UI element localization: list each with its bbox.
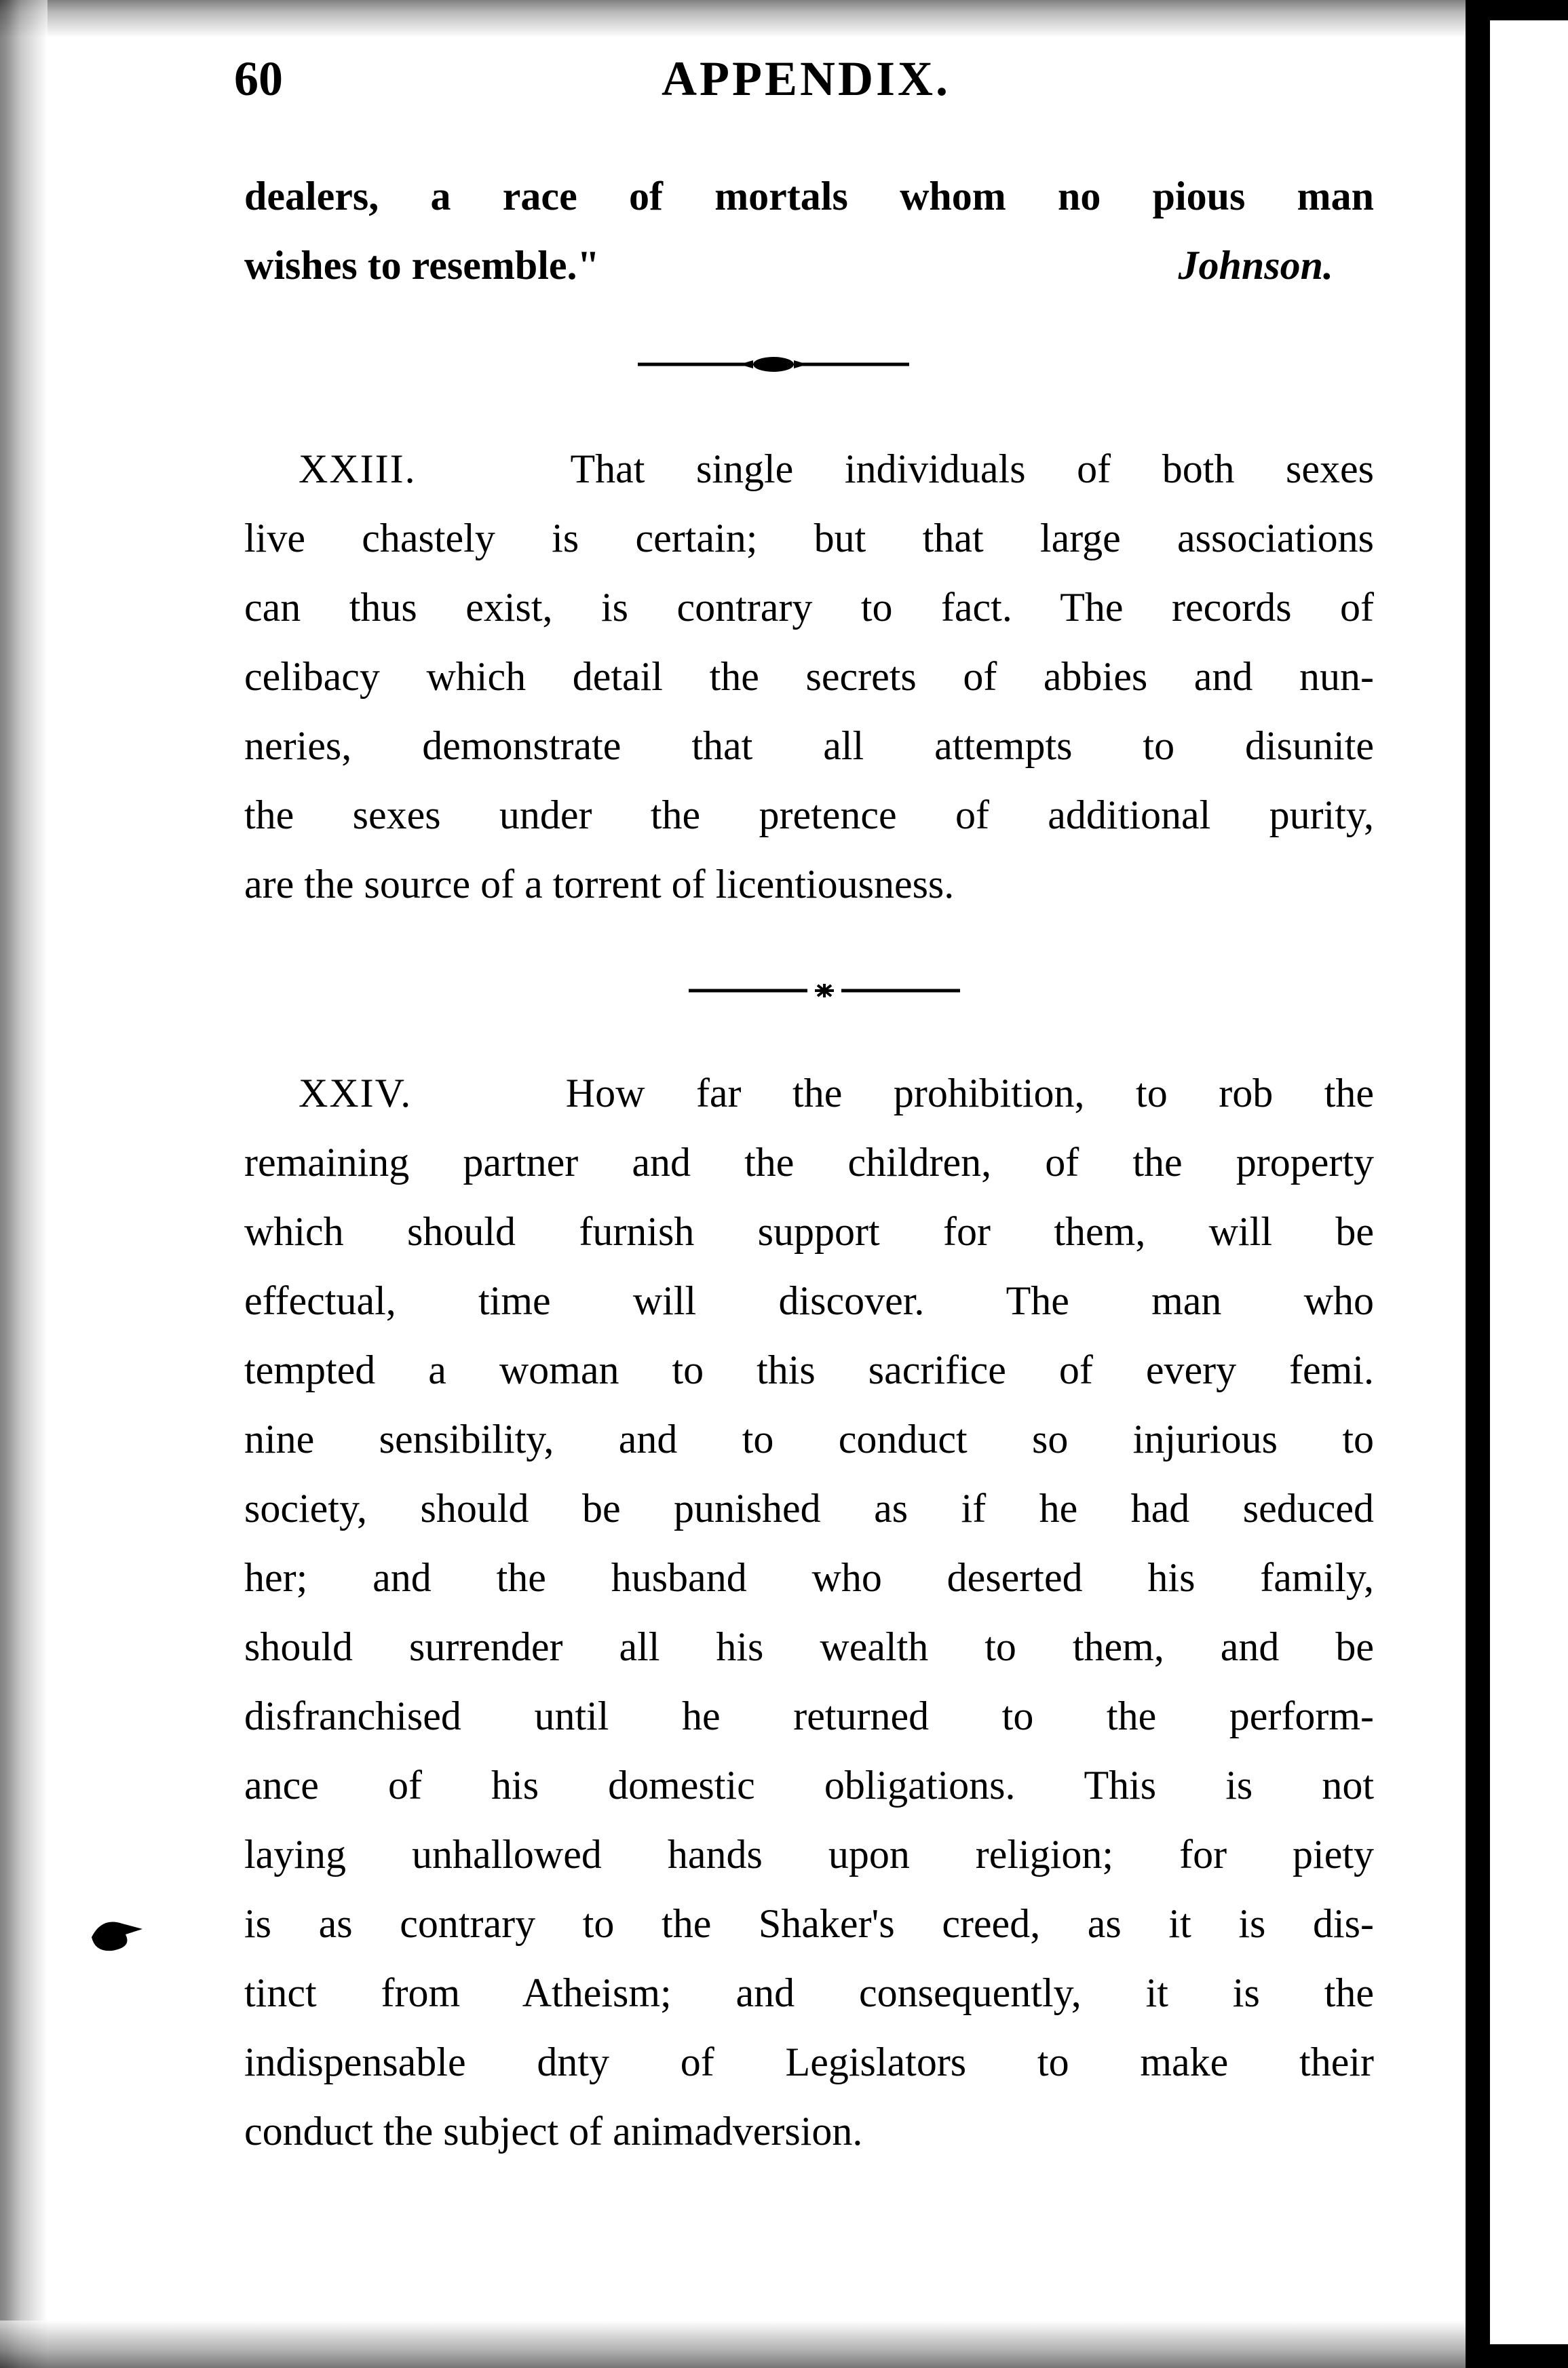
section-xxiv-line — [244, 1058, 1374, 1128]
section-xxiii-line-7: are the source of a torrent of licentiousness. — [244, 862, 955, 906]
book-spine-gutter — [1466, 0, 1490, 2368]
section-xxiii — [244, 434, 1374, 919]
section-xxiv-line-3: which should furnish support for them, will be — [244, 1209, 1374, 1254]
section-xxiv-line-12: laying unhallowed hands upon religion; for piety — [244, 1832, 1374, 1877]
section-xxiv-line-13: is as contrary to the Shaker's creed, as it is dis- — [244, 1901, 1374, 1946]
section-xxiv-line-16: conduct the subject of animadversion. — [244, 2109, 863, 2154]
section-xxiv — [244, 1058, 1374, 2166]
section-xxiv-line-6: nine sensibility, and to conduct so injurious to — [244, 1417, 1374, 1462]
facing-page-top-shadow — [1490, 0, 1568, 20]
section-xxiv-line-9: should surrender all his wealth to them, and be — [244, 1624, 1374, 1669]
ornament-divider-2 — [689, 982, 960, 999]
margin-fist-mark — [85, 1910, 146, 1958]
section-xxiv-line-7: society, should be punished as if he had seduced — [244, 1486, 1374, 1531]
section-xxiv-number: XXIV. — [299, 1071, 413, 1115]
section-xxiii-line — [244, 434, 1374, 503]
quote-tail — [244, 161, 1374, 300]
section-xxiv-line-5: tempted a woman to this sacrifice of every femi. — [244, 1348, 1374, 1392]
section-xxiv-line-11: ance of his domestic obligations. This is not — [244, 1763, 1374, 1808]
facing-page-bottom-shadow — [1490, 2344, 1568, 2368]
quote-attribution-row — [244, 231, 1374, 300]
section-xxiii-line-2: live chastely is certain; but that large associations — [244, 516, 1374, 560]
ornament-divider-1 — [638, 356, 909, 373]
section-xxiv-line-4: effectual, time will discover. The man who — [244, 1278, 1374, 1323]
section-xxiii-line-6: the sexes under the pretence of additional purity, — [244, 792, 1374, 837]
section-xxiii-line-3: can thus exist, is contrary to fact. The records of — [244, 585, 1374, 630]
section-xxiii-number: XXIII. — [299, 446, 417, 491]
running-head: APPENDIX. — [662, 52, 951, 106]
section-xxiv-line-8: her; and the husband who deserted his family, — [244, 1555, 1374, 1600]
section-xxiv-line-10: disfranchised until he returned to the perform- — [244, 1694, 1374, 1738]
page-top-edge-shadow — [0, 0, 1466, 37]
quote-line-1: dealers, a race of mortals whom no pious man — [244, 174, 1374, 218]
section-xxiv-line-15: indispensable dnty of Legislators to make their — [244, 2040, 1374, 2084]
section-xxiv-line-1: How far the prohibition, to rob the — [565, 1071, 1374, 1115]
section-xxiv-line-2: remaining partner and the children, of the property — [244, 1140, 1374, 1185]
page-number: 60 — [234, 52, 283, 106]
facing-page-edge — [1490, 0, 1568, 2368]
page-bottom-edge-shadow — [0, 2321, 1466, 2368]
section-xxiii-line-1: That single individuals of both sexes — [570, 446, 1375, 491]
section-xxiii-line-4: celibacy which detail the secrets of abbies and nun- — [244, 654, 1374, 699]
page-left-edge-shadow — [0, 0, 47, 2368]
quote-line-2: wishes to resemble." — [244, 243, 600, 288]
section-xxiii-line-5: neries, demonstrate that all attempts to disunite — [244, 723, 1374, 768]
section-xxiv-line-14: tinct from Atheism; and consequently, it is the — [244, 1970, 1374, 2015]
quote-attribution: Johnson. — [1178, 243, 1333, 288]
